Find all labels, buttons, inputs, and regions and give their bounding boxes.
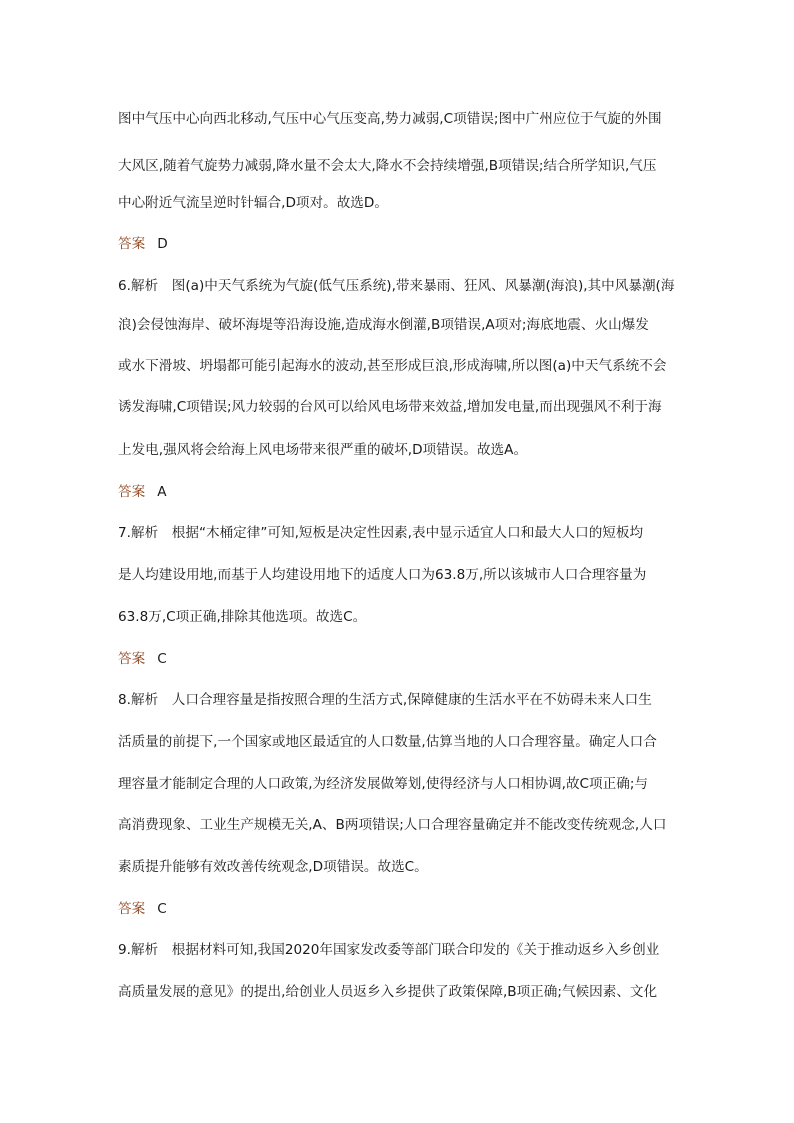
answer-label: 答案 [118, 651, 146, 667]
answer-label: 答案 [118, 901, 146, 917]
answer-value: C [157, 651, 167, 667]
answer-label: 答案 [118, 236, 146, 252]
answer-row [118, 899, 167, 919]
text-line: 高质量发展的意见》的提出,给创业人员返乡入乡提供了政策保障,B项正确;气候因素、文化 [118, 984, 658, 1000]
text-line: 素质提升能够有效改善传统观念,D项错误。故选C。 [118, 859, 428, 875]
text-line: 中心附近气流呈逆时针辐合,D项对。故选D。 [118, 195, 388, 211]
answer-value: C [157, 901, 167, 917]
text-line: 诱发海啸,C项错误;风力较弱的台风可以给风电场带来效益,增加发电量,而出现强风不利于海 [118, 399, 662, 415]
answer-value: A [157, 484, 167, 500]
text-line: 是人均建设用地,而基于人均建设用地下的适度人口为63.8万,所以该城市人口合理容量为 [118, 567, 647, 583]
text-line: 63.8万,C项正确,排除其他选项。故选C。 [118, 609, 367, 625]
text-line: 活质量的前提下,一个国家或地区最适宜的人口数量,估算当地的人口合理容量。确定人口合 [118, 734, 657, 750]
text-line: 高消费现象、工业生产规模无关,A、B两项错误;人口合理容量确定并不能改变传统观念,人口 [118, 817, 667, 833]
text-line: 8.解析 人口合理容量是指按照合理的生活方式,保障健康的生活水平在不妨碍未来人口生 [118, 692, 652, 708]
answer-row [118, 482, 167, 502]
answer-value: D [157, 236, 168, 252]
answer-label: 答案 [118, 484, 146, 500]
answer-row [118, 649, 167, 669]
text-line: 6.解析 图(a)中天气系统为气旋(低气压系统),带来暴雨、狂风、风暴潮(海浪),其中风暴潮(海 [118, 278, 675, 294]
text-line: 理容量才能制定合理的人口政策,为经济发展做筹划,使得经济与人口相协调,故C项正确;与 [118, 776, 649, 792]
text-line: 或水下滑坡、坍塌都可能引起海水的波动,甚至形成巨浪,形成海啸,所以图(a)中天气系统不会 [118, 358, 667, 374]
text-line: 大风区,随着气旋势力减弱,降水量不会太大,降水不会持续增强,B项错误;结合所学知识,气压 [118, 158, 657, 174]
text-line: 浪)会侵蚀海岸、破坏海堤等沿海设施,造成海水倒灌,B项错误,A项对;海底地震、火山爆发 [118, 317, 649, 333]
text-line: 图中气压中心向西北移动,气压中心气压变高,势力减弱,C项错误;图中广州应位于气旋的外围 [118, 111, 662, 127]
text-line: 9.解析 根据材料可知,我国2020年国家发改委等部门联合印发的《关于推动返乡入乡创业 [118, 942, 660, 958]
text-line: 上发电,强风将会给海上风电场带来很严重的破坏,D项错误。故选A。 [118, 442, 528, 458]
text-line: 7.解析 根据“木桶定律”可知,短板是决定性因素,表中显示适宜人口和最大人口的短板均 [118, 525, 644, 541]
answer-row [118, 234, 168, 254]
